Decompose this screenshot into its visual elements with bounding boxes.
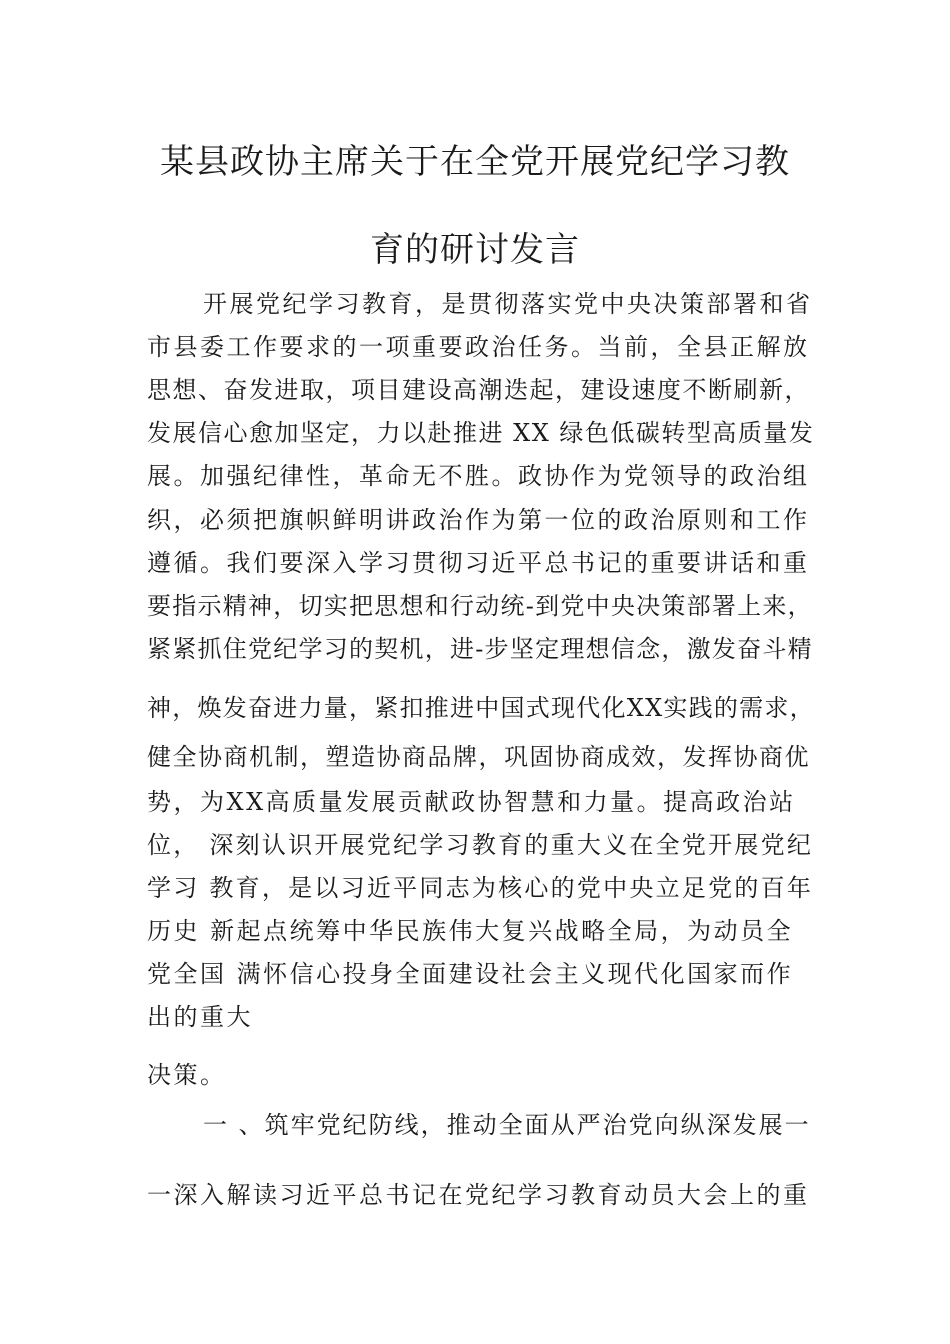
body-line: 展。加强纪律性，革命无不胜。政协作为党领导的政治组 <box>147 462 810 490</box>
document-title-line-1: 某县政协主席关于在全党开展党纪学习教 <box>160 142 790 182</box>
body-line: 思想、奋发进取，项目建设高潮迭起，建设速度不断刷新， <box>147 376 810 404</box>
body-line: 要指示精神，切实把思想和行动统-到党中央决策部署上来， <box>147 592 813 620</box>
document-title-line-2: 育的研讨发言 <box>370 230 580 270</box>
body-line: 势，为XX高质量发展贡献政协智慧和力量。提高政治站 <box>147 788 796 816</box>
body-line: 遵循。我们要深入学习贯彻习近平总书记的重要讲话和重 <box>147 549 810 577</box>
body-line: 历史 新起点统筹中华民族伟大复兴战略全局，为动员全 <box>147 917 794 945</box>
body-line: 一深入解读习近平总书记在党纪学习教育动员大会上的重 <box>147 1181 810 1209</box>
body-line: 紧紧抓住党纪学习的契机，进-步坚定理想信念，激发奋斗精 <box>147 635 813 663</box>
body-line: 市县委工作要求的一项重要政治任务。当前，全县正解放 <box>147 333 810 361</box>
body-line: 决策。 <box>147 1061 227 1089</box>
body-line: 健全协商机制，塑造协商品牌，巩固协商成效，发挥协商优 <box>147 743 810 771</box>
body-line: 神，焕发奋进力量，紧扣推进中国式现代化XX实践的需求， <box>147 694 815 722</box>
body-line: 党全国 满怀信心投身全面建设社会主义现代化国家而作 <box>147 960 794 988</box>
body-line: 开展党纪学习教育，是贯彻落实党中央决策部署和省 <box>203 290 813 318</box>
body-line: 学习 教育，是以习近平同志为核心的党中央立足党的百年 <box>147 874 814 902</box>
body-line: 织，必须把旗帜鲜明讲政治作为第一位的政治原则和工作 <box>147 506 810 534</box>
body-line: 发展信心愈加坚定，力以赴推进 XX 绿色低碳转型高质量发 <box>147 419 815 447</box>
body-line: 一 、筑牢党纪防线，推动全面从严治党向纵深发展一 <box>203 1111 811 1139</box>
body-line: 位， 深刻认识开展党纪学习教育的重大义在全党开展党纪 <box>147 831 814 859</box>
body-line: 出的重大 <box>147 1003 253 1031</box>
